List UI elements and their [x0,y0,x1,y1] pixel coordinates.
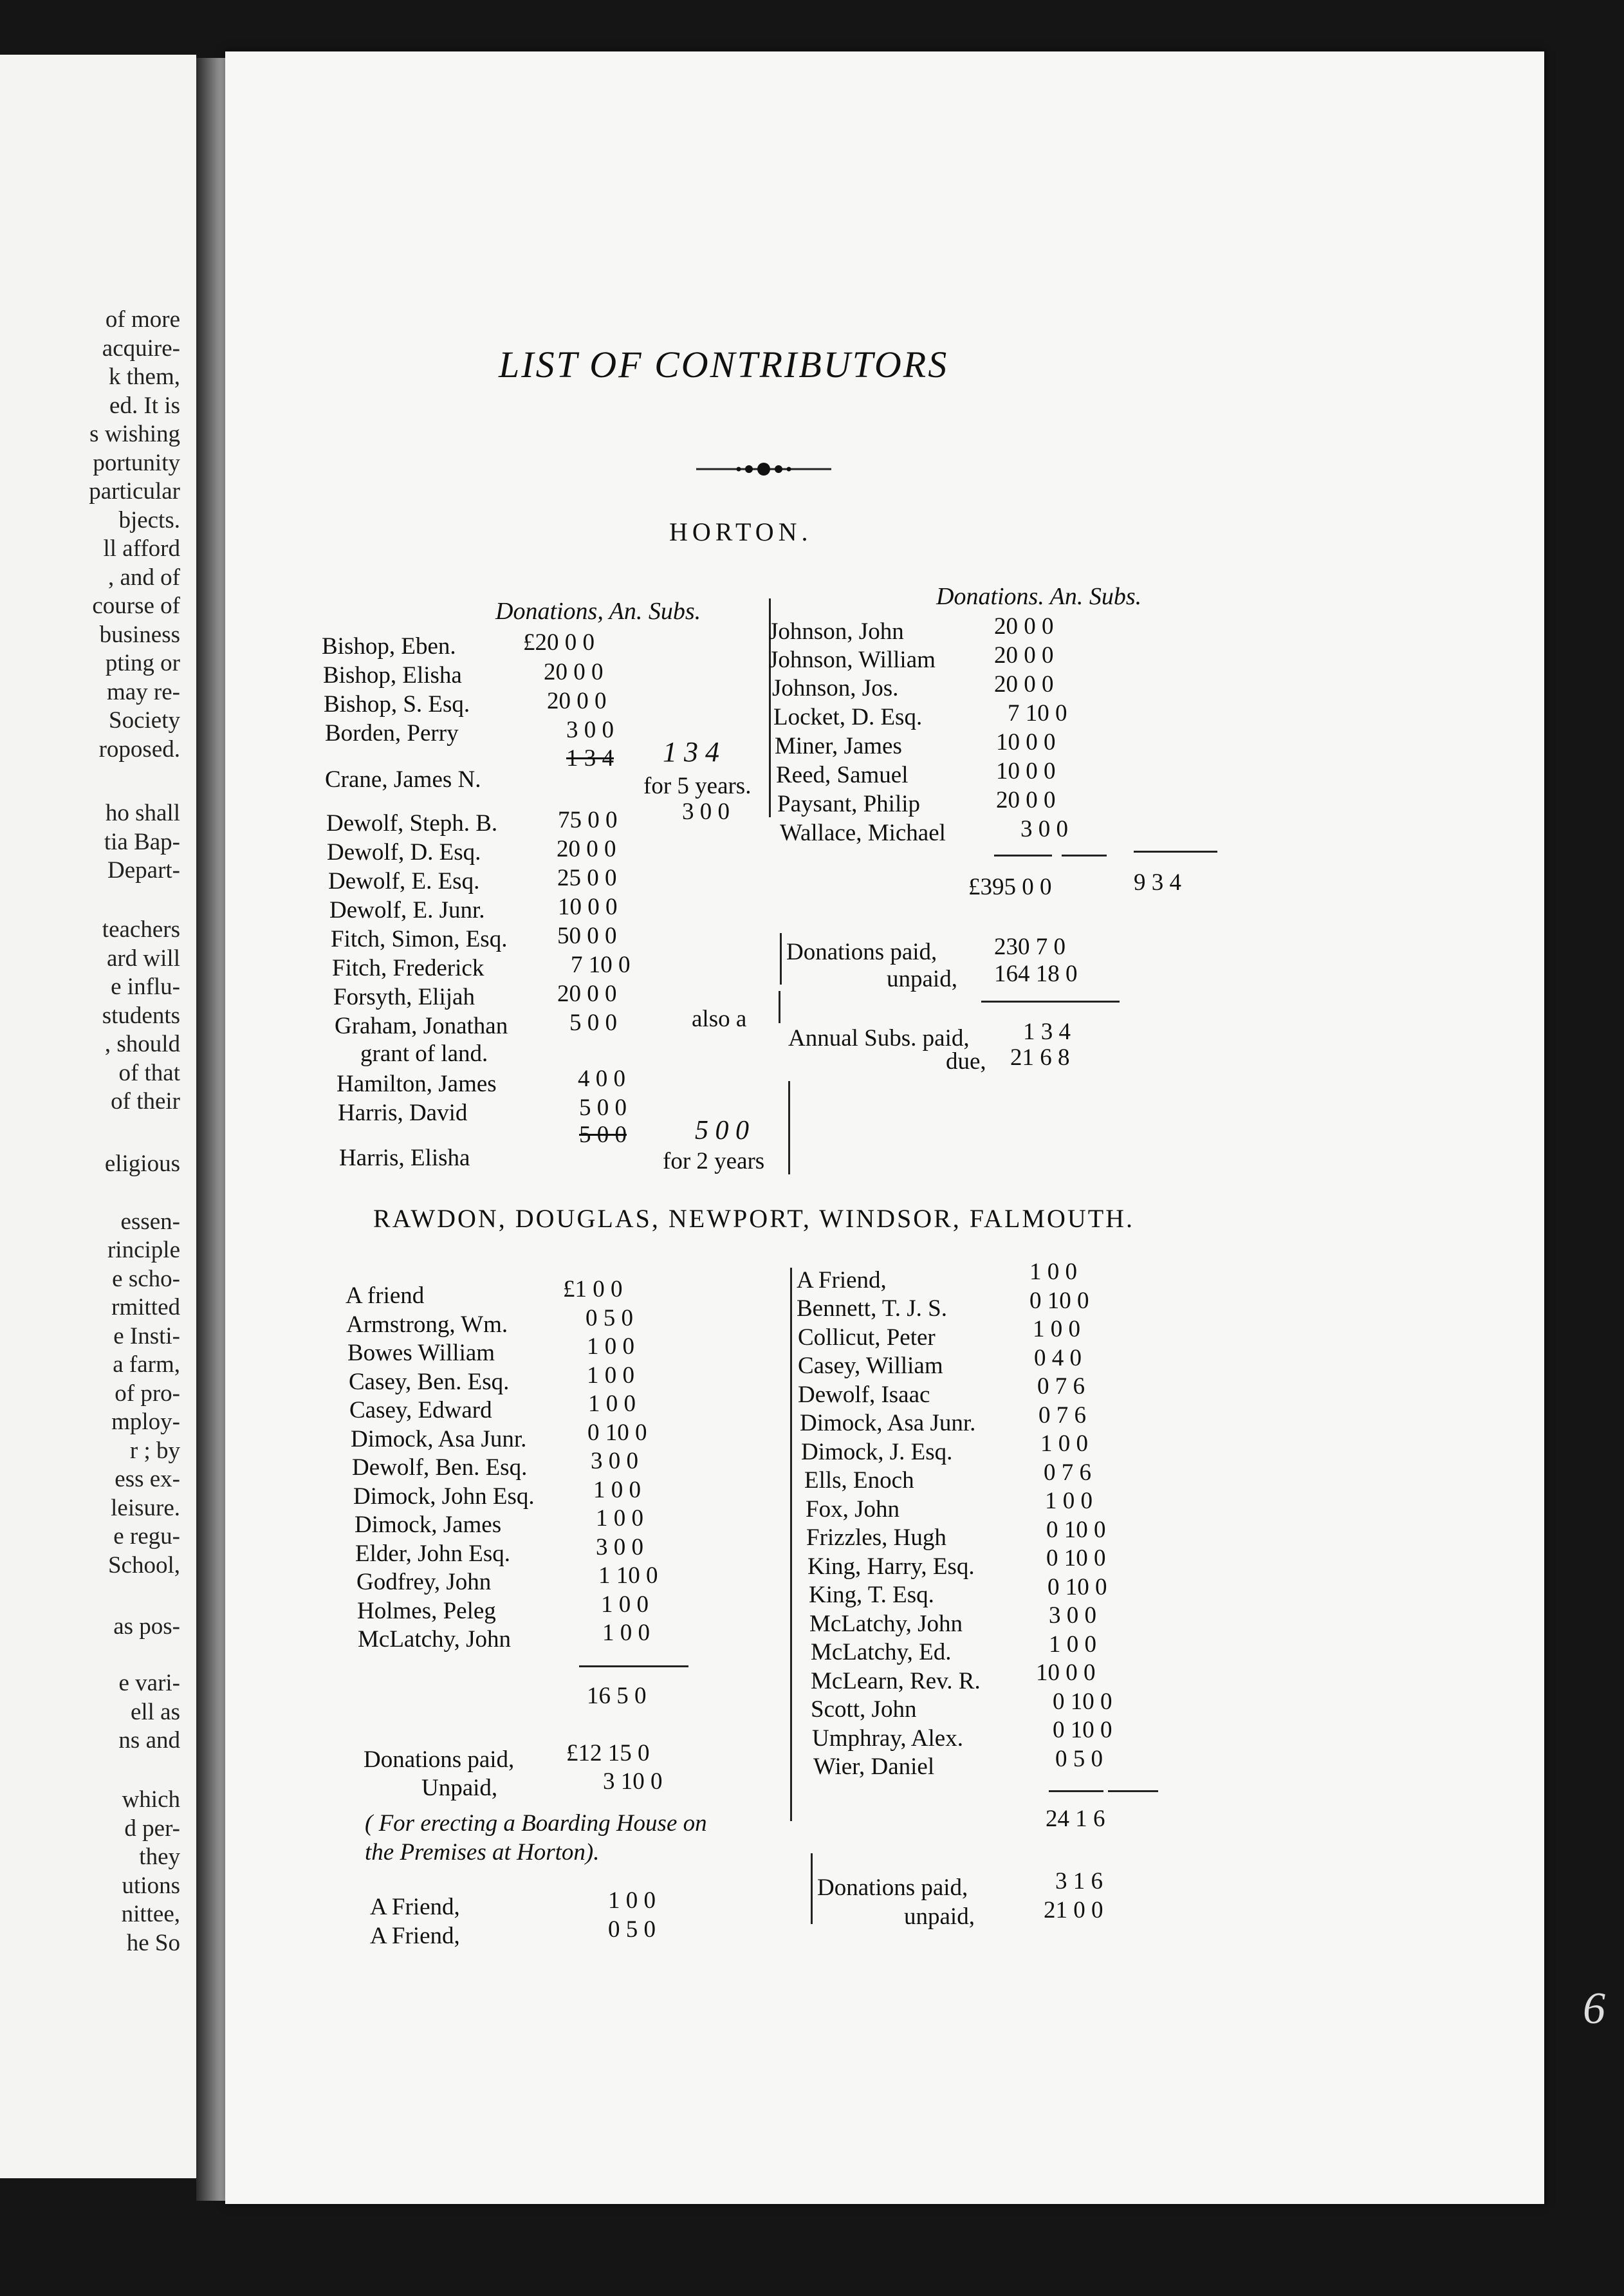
contributor-amount: 3 0 0 [1049,1602,1096,1629]
donations-paid-amount: 230 7 0 [994,934,1066,960]
left-line: e influ- [111,974,180,1000]
contributor-amount: 1 0 0 [596,1505,643,1532]
left-line: utions [122,1873,180,1899]
contributor-name: Dewolf, E. Junr. [329,897,485,923]
horton-total-subs: 9 3 4 [1134,869,1181,896]
left-line: leisure. [111,1495,180,1521]
left-line: a farm, [113,1351,180,1378]
contributor-amount: 75 0 0 [558,807,618,833]
contributor-name: Wallace, Michael [780,820,946,846]
contributor-name: Harris, David [338,1100,468,1126]
contributor-amount: 5 0 0 [569,1010,617,1036]
contributor-amount: 3 0 0 [566,717,614,743]
left-line: eligious [104,1151,180,1177]
contributor-name: King, Harry, Esq. [807,1553,975,1580]
left-line: School, [107,1552,180,1578]
contributor-amount: 7 10 0 [571,952,631,978]
sum-rule [1108,1790,1158,1792]
contributor-name: Johnson, Jos. [772,675,899,701]
contributor-name: Paysant, Philip [777,791,921,817]
column-divider [790,1268,792,1821]
donations-unpaid-amount: 164 18 0 [994,961,1078,987]
sum-rule [1049,1790,1103,1792]
left-line: essen- [120,1208,180,1235]
contributor-name: A friend [346,1282,425,1309]
contributor-amount: 0 4 0 [1034,1345,1082,1371]
contributor-amount: 1 0 0 [1045,1488,1093,1514]
left-line: ard will [106,945,180,972]
contributor-name: Hamilton, James [337,1071,497,1097]
contributor-note: grant of land. [360,1041,488,1067]
contributor-amount: 0 10 0 [1053,1717,1112,1743]
contributor-note: for 5 years. [643,773,752,799]
contributor-amount: 1 0 0 [587,1362,634,1389]
contributor-note: also a [692,1006,747,1032]
donations-paid-label: Donations paid, [364,1746,515,1773]
annual-subs-paid-label: Annual Subs. paid, [788,1025,970,1051]
contributor-name: Johnson, William [769,647,936,673]
sum-rule [981,1001,1120,1003]
contributor-amount-struck: 1 3 4 [566,745,614,772]
contributor-name: Wier, Daniel [813,1754,935,1780]
contributor-amount: 3 0 0 [596,1534,643,1560]
left-line: e Insti- [113,1323,180,1349]
contributor-name: Umphray, Alex. [812,1725,963,1752]
contributor-amount: 20 0 0 [557,981,617,1007]
left-line: of their [111,1088,180,1115]
contributor-name: Bowes William [347,1340,495,1366]
left-line: may re- [106,679,180,705]
contributor-name: Dewolf, D. Esq. [327,839,481,866]
contributor-name: A Friend, [370,1894,460,1920]
contributor-amount: 0 7 6 [1038,1402,1086,1429]
boarding-house-note: the Premises at Horton). [365,1839,600,1866]
contributor-name: A Friend, [370,1923,460,1949]
contributor-name: Armstrong, Wm. [346,1311,508,1338]
contributor-name: Dewolf, Ben. Esq. [352,1454,528,1481]
left-line: e vari- [118,1670,180,1696]
contributor-name: Fitch, Simon, Esq. [331,926,508,952]
contributor-amount: 20 0 0 [994,642,1054,669]
annual-subs-paid-amount: 1 3 4 [1023,1019,1071,1045]
contributor-amount: 0 10 0 [1047,1574,1107,1600]
horton-total-donations: £395 0 0 [968,874,1052,900]
contributor-amount: 0 10 0 [1046,1517,1106,1543]
contributor-amount-struck: 5 0 0 [579,1122,627,1148]
annual-subs-amount: 3 0 0 [682,799,730,825]
contributor-amount: 3 0 0 [1020,816,1068,842]
contributor-amount: 25 0 0 [557,865,617,891]
contributor-amount: 0 7 6 [1037,1373,1085,1400]
left-line: rmitted [111,1294,180,1320]
left-line: course of [92,593,180,619]
ornament-rule [696,461,831,477]
left-line: ell as [130,1699,180,1725]
left-line: s wishing [89,421,180,447]
left-line: nittee, [121,1901,180,1927]
donations-unpaid-label: unpaid, [887,966,957,992]
contributor-name: Bennett, T. J. S. [797,1295,947,1322]
contributor-amount: 5 0 0 [579,1095,627,1121]
left-line: particular [89,478,180,505]
contributor-amount: 0 5 0 [1055,1746,1103,1772]
contributor-name: Dimock, J. Esq. [801,1439,953,1465]
contributor-name: Locket, D. Esq. [773,704,923,730]
contributor-name: Bishop, S. Esq. [324,691,470,718]
donations-unpaid-amount: 21 0 0 [1044,1897,1103,1923]
contributor-amount: 0 5 0 [608,1916,656,1943]
left-line: , should [104,1031,180,1057]
contributor-amount: 10 0 0 [996,758,1056,784]
left-line: , and of [108,564,180,591]
contributor-name: Godfrey, John [356,1569,492,1595]
contributor-amount: 10 0 0 [996,729,1056,755]
contributor-name: Scott, John [811,1696,917,1723]
handwritten-amount: 5 0 0 [695,1116,749,1145]
contributor-name: Dimock, James [355,1512,502,1538]
left-line: of that [118,1060,180,1086]
donations-paid-label: Donations paid, [786,939,937,965]
contributor-amount: 1 10 0 [598,1562,658,1589]
sum-rule [994,855,1052,856]
contributor-amount: 20 0 0 [547,688,607,714]
contributor-amount: 1 0 0 [1033,1316,1080,1342]
contributor-name: Holmes, Peleg [357,1598,496,1624]
contributor-amount: 1 0 0 [1040,1430,1088,1457]
contributor-amount: 3 0 0 [591,1448,638,1474]
left-line: ed. It is [109,393,180,419]
donations-paid-amount: £12 15 0 [566,1740,650,1766]
contributor-amount: 1 0 0 [587,1333,634,1360]
left-line: pting or [105,650,180,676]
contributor-amount: 1 0 0 [601,1591,649,1618]
annual-subs-due-amount: 21 6 8 [1010,1044,1070,1071]
rawdon-left-total: 16 5 0 [587,1683,647,1709]
horton-right-col-header: Donations. An. Subs. [936,583,1142,610]
left-line: of more [105,306,180,333]
contributor-amount: 1 0 0 [608,1887,656,1914]
contributor-amount: 0 10 0 [1029,1288,1089,1314]
donations-paid-label: Donations paid, [817,1875,968,1901]
contributor-amount: 1 0 0 [1049,1631,1096,1658]
contributor-name: Harris, Elisha [339,1145,470,1171]
rawdon-heading: RAWDON, DOUGLAS, NEWPORT, WINDSOR, FALMOUTH. [373,1204,1135,1233]
contributor-name: McLatchy, Ed. [811,1639,952,1665]
contributor-note: for 2 years [663,1148,765,1174]
contributor-amount: 20 0 0 [994,613,1054,640]
left-line: ess ex- [115,1466,180,1492]
left-line: portunity [93,450,180,476]
contributor-name: A Friend, [797,1267,887,1293]
contributor-name: Fitch, Frederick [332,955,484,981]
contributor-amount: 0 7 6 [1044,1459,1091,1486]
sum-rule [1134,851,1217,853]
donations-unpaid-amount: 3 10 0 [603,1768,663,1795]
contributor-name: McLatchy, John [809,1611,963,1637]
annual-subs-due-label: due, [946,1048,986,1075]
donations-unpaid-label: Unpaid, [421,1775,498,1801]
contributor-name: Crane, James N. [325,766,481,793]
left-line: teachers [102,916,180,943]
contributor-name: Dimock, Asa Junr. [351,1426,527,1452]
contributor-name: Reed, Samuel [776,762,909,788]
left-line: as pos- [113,1613,180,1640]
contributor-amount: 20 0 0 [544,659,604,685]
horton-left-col-header: Donations, An. Subs. [495,598,701,625]
contributor-amount: 50 0 0 [557,923,617,949]
left-line: they [139,1844,180,1870]
contributor-name: Casey, Edward [349,1397,492,1423]
column-divider [779,991,780,1023]
left-line: students [102,1003,180,1029]
contributor-name: Casey, William [798,1353,943,1379]
contributor-amount: 4 0 0 [578,1066,625,1092]
contributor-amount: 1 0 0 [1029,1259,1077,1285]
contributor-amount: 1 0 0 [602,1620,650,1646]
contributor-name: Fox, John [806,1496,900,1523]
left-line: e scho- [112,1266,180,1292]
contributor-amount: 1 0 0 [593,1477,641,1503]
horton-heading: HORTON. [669,517,813,546]
column-divider [811,1853,813,1924]
left-line: business [99,622,180,648]
left-line: d per- [124,1815,180,1842]
contributor-name: Dimock, John Esq. [353,1483,535,1510]
contributor-name: Casey, Ben. Esq. [349,1369,510,1395]
handwritten-amount: 1 3 4 [663,736,719,768]
contributor-name: Bishop, Elisha [323,662,462,689]
left-line: rinciple [107,1237,180,1263]
contributor-name: Dewolf, Steph. B. [326,810,498,837]
column-divider [788,1081,790,1174]
contributor-name: Graham, Jonathan [335,1013,508,1039]
contributor-amount: 20 0 0 [557,836,616,862]
donations-unpaid-label: unpaid, [904,1903,975,1930]
left-line: ns and [118,1727,180,1754]
left-line: k them, [109,364,180,390]
contributor-name: McLatchy, John [358,1626,512,1653]
contributor-amount: 10 0 0 [558,894,618,920]
contributor-amount: 20 0 0 [994,671,1054,698]
boarding-house-note: ( For erecting a Boarding House on [365,1810,707,1837]
sum-rule [1062,855,1107,856]
contributor-name: Bishop, Eben. [322,633,456,660]
contributor-amount: 20 0 0 [996,787,1056,813]
left-line: bjects. [118,507,180,533]
column-divider [780,933,782,985]
contributor-amount: 0 10 0 [1046,1545,1106,1571]
donations-paid-amount: 3 1 6 [1055,1868,1103,1894]
contributor-amount: 7 10 0 [1008,700,1067,727]
contributor-name: McLearn, Rev. R. [811,1668,981,1694]
rawdon-right-total: 24 1 6 [1046,1806,1105,1832]
contributor-amount: £20 0 0 [523,629,595,656]
left-line: he So [126,1930,180,1956]
contributor-amount: 0 10 0 [1053,1689,1112,1715]
contributor-name: Frizzles, Hugh [806,1524,946,1551]
left-line: r ; by [129,1438,180,1464]
contributor-name: Dewolf, Isaac [798,1382,930,1408]
left-line: ho shall [105,800,180,826]
contributor-name: Borden, Perry [325,720,459,746]
contributor-amount: 10 0 0 [1036,1660,1096,1686]
contributor-name: King, T. Esq. [809,1582,934,1608]
left-line: acquire- [102,335,180,362]
contributor-name: Collicut, Peter [798,1324,936,1351]
left-line: ll afford [103,535,180,562]
left-line: tia Bap- [104,829,180,855]
left-line: Society [109,707,180,734]
sum-rule [579,1665,688,1667]
contributor-amount: £1 0 0 [563,1276,623,1302]
page-title: LIST OF CONTRIBUTORS [499,344,949,385]
contributor-name: Forsyth, Elijah [333,984,475,1010]
left-line: Depart- [107,857,180,884]
contributor-name: Dimock, Asa Junr. [800,1410,976,1436]
left-line: roposed. [98,736,180,763]
contributor-amount: 1 0 0 [588,1391,636,1417]
left-line: which [122,1786,180,1813]
left-line: e regu- [113,1523,180,1550]
contributor-name: Ells, Enoch [804,1467,914,1494]
contributor-name: Dewolf, E. Esq. [328,868,480,894]
margin-pencil-mark: 6 [1583,1984,1605,2033]
contributor-amount: 0 5 0 [586,1305,633,1331]
left-line: mploy- [111,1409,180,1435]
left-line: of pro- [115,1380,180,1407]
contributor-name: Miner, James [775,733,902,759]
contributor-name: Elder, John Esq. [355,1541,511,1567]
contributor-name: Johnson, John [769,618,904,645]
contributor-amount: 0 10 0 [587,1420,647,1446]
